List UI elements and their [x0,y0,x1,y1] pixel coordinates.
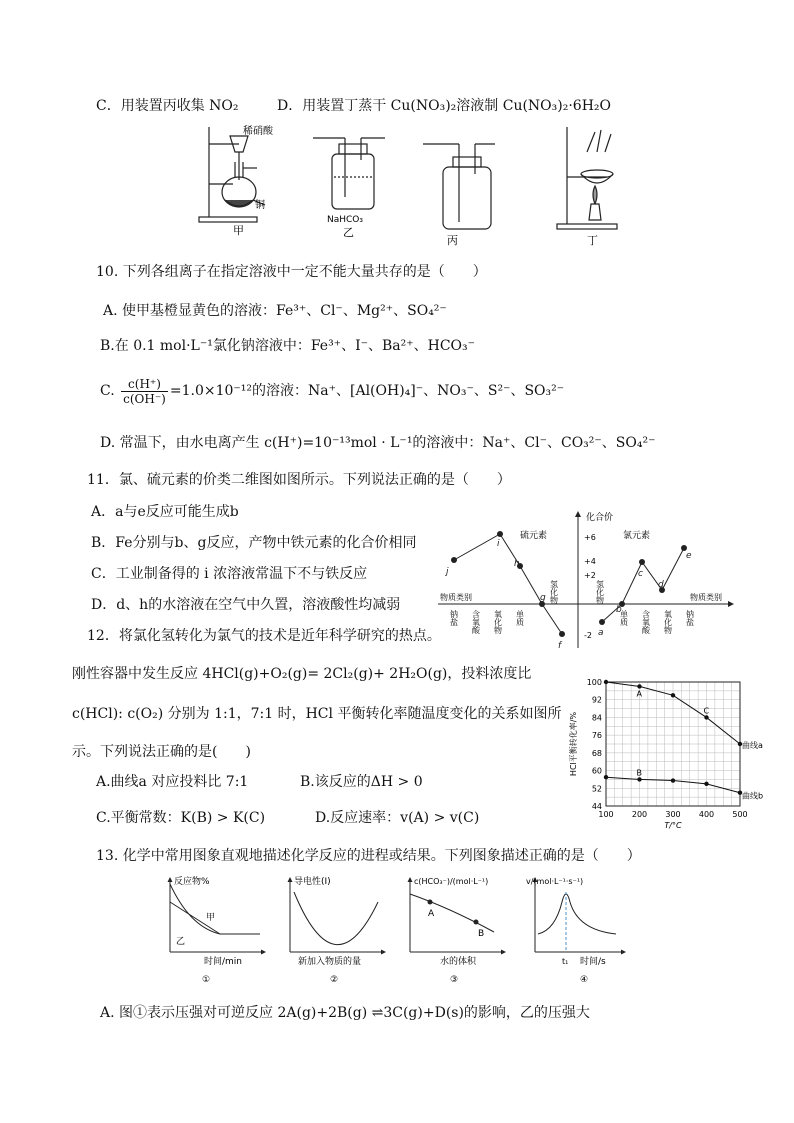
y-axis-label: HCl平衡转化率/% [569,711,578,777]
series-1-point [671,778,675,782]
series-0-point [671,693,675,697]
g4-num: ④ [580,975,589,985]
g3-xlabel: 水的体积 [440,957,477,967]
apparatus-yi [313,138,385,209]
series-0-point [604,680,608,684]
series-0-point [704,715,708,719]
q10-option-a: A. 使甲基橙显黄色的溶液：Fe³⁺、Cl⁻、Mg²⁺、SO₄²⁻ [103,303,447,319]
ylabel: 化合价 [586,513,614,523]
svg-text:i: i [497,539,500,549]
q13-stem: 13. 化学中常用图象直观地描述化学反应的进程或结果。下列图象描述正确的是（ ） [96,848,641,864]
g3-num: ③ [450,975,459,985]
chlorine-label: 氯元素 [623,531,651,541]
q9-option-d: D．用装置丁蒸干 Cu(NO₃)₂溶液制 Cu(NO₃)₂·6H₂O [277,98,611,114]
q12-line4: 示。下列说法正确的是( ) [72,744,251,760]
x-tick-label: 500 [732,810,748,819]
q11-stem: 11．氯、硫元素的价类二维图如图所示。下列说法正确的是（ ） [87,472,511,488]
x-tick-label: 400 [698,810,715,819]
label-acid: 稀硝酸 [243,126,273,137]
q10-option-c [100,373,564,409]
g1-xlabel: 时间/min [204,957,243,967]
graph-3 [410,878,505,952]
point-label-B: B [636,768,642,778]
series-label-1: 曲线b [742,791,764,801]
q11-option-c: C．工业制备得的 i 浓溶液常温下不与铁反应 [91,566,368,582]
q10-option-d: D. 常温下，由水电离产生 c(H⁺)=10⁻¹³mol · L⁻¹的溶液中：Na⁺、Cl⁻、CO₃²⁻、SO₄²⁻ [100,435,656,451]
hydride-left-label [550,579,559,605]
q11-option-b: B．Fe分别与b、g反应，产物中铁元素的化合价相同 [91,535,417,551]
cat-right-0: 单质 [619,610,629,626]
cat-left-1: 含氧酸 [471,610,481,634]
q9-option-c: C．用装置丙收集 NO₂ [96,98,239,114]
point-a [599,619,605,625]
point-label-C: C [703,706,710,716]
g1-yi: 乙 [176,937,186,947]
svg-text:氢化物: 氢化物 [549,580,559,604]
q10-option-c-prefix: C. [100,383,115,399]
q12-option-d: D.反应速率：v(A) > v(C) [315,810,480,826]
svg-text:f: f [558,641,562,651]
point-i [497,531,503,537]
q11-valence-chart [438,508,738,653]
x-tick-label: 200 [631,810,648,819]
q9-apparatus-figure [195,122,645,247]
series-1-point [604,775,608,779]
g3-point-b [474,920,479,925]
q10-option-c-denominator: c(OH⁻) [123,391,166,406]
label-bing: 丙 [447,234,458,247]
point-f [559,631,565,637]
svg-text:b: b [616,605,622,615]
svg-text:g: g [540,593,546,603]
x-axis-label: T/°C [664,821,682,830]
cat-left-2: 氧化物 [493,610,503,634]
q12-line1: 12．将氯化氢转化为氯气的技术是近年科学研究的热点。 [87,628,441,644]
q10-option-b: B.在 0.1 mol·L⁻¹氯化钠溶液中：Fe³⁺、I⁻、Ba²⁺、HCO₃⁻ [100,338,476,354]
q12-option-c: C.平衡常数：K(B) > K(C) [96,810,266,826]
tick-m2: -2 [584,631,592,640]
y-tick-label: 84 [591,713,602,723]
g2-xlabel: 新加入物质的量 [298,957,362,967]
q12-line2: 刚性容器中发生反应 4HCl(g)+O₂(g)= 2Cl₂(g)+ 2H₂O(g)，投料浓度比 [72,666,532,682]
point-c [639,559,645,565]
g4-t1: t₁ [562,957,569,966]
g1-jia: 甲 [206,913,216,923]
cat-left-3: 单质 [515,610,525,626]
q13-graphs [160,872,630,990]
g3-ylabel: c(HCO₃⁻)/(mol·L⁻¹) [414,877,489,886]
g1-num: ① [202,975,211,985]
q10-option-c-numerator: c(H⁺) [121,377,168,392]
g3-b: B [478,929,485,939]
cat-left-0: 钠盐 [449,610,459,626]
tick-p6: +6 [584,533,596,542]
label-jia: 甲 [233,224,244,237]
series-1-point [704,782,708,786]
cat-right-3: 钠盐 [685,610,695,626]
q10-option-c-fraction [121,377,168,406]
apparatus-bing [423,144,495,229]
g3-a: A [428,909,435,919]
q12-option-b: B.该反应的ΔH > 0 [300,774,423,790]
q11-option-a: A．a与e反应可能生成b [91,504,239,520]
label-nahco3: NaHCO₃ [327,215,363,225]
series-0-point [637,684,641,688]
point-j [451,557,457,563]
svg-text:h: h [514,559,520,569]
q10-option-c-rest: =1.0×10⁻¹²的溶液：Na⁺、[Al(OH)₄]⁻、NO₃⁻、S²⁻、SO₃²⁻ [169,383,565,399]
label-copper: 铜 [255,200,265,211]
q12-line3: c(HCl): c(O₂) 分别为 1:1，7:1 时，HCl 平衡转化率随温度变化的关系如图所 [72,706,562,722]
xlabel-right: 物质类别 [690,593,722,602]
q11-option-d: D．d、h的水溶液在空气中久置，溶液酸性均减弱 [91,597,401,613]
graph-2 [290,878,385,952]
g2-ylabel: 导电性(I) [294,877,331,887]
x-tick-label: 300 [665,810,681,819]
tick-p2: +2 [584,571,596,580]
svg-text:氢化物: 氢化物 [595,580,605,604]
xlabel-left: 物质类别 [440,593,472,602]
svg-text:e: e [686,551,692,561]
svg-text:d: d [658,580,664,590]
q12-conversion-chart [562,674,794,836]
q10-stem: 10. 下列各组离子在指定溶液中一定不能大量共存的是（ ） [96,264,487,280]
g3-point-a [428,900,433,905]
svg-text:c: c [638,569,643,579]
svg-text:j: j [446,567,449,577]
g4-xlabel: 时间/s [580,957,606,967]
g4-ylabel: v/(mol·L⁻¹·s⁻¹) [526,877,584,886]
y-tick-label: 44 [591,802,602,811]
graph-4 [535,878,625,952]
label-ding: 丁 [587,234,598,247]
series-1-point [637,777,641,781]
cat-right-1: 含氧酸 [641,610,651,634]
q12-option-a: A.曲线a 对应投料比 7:1 [96,774,249,790]
y-tick-label: 92 [591,695,602,705]
apparatus-ding [557,127,617,229]
label-yi: 乙 [343,226,354,239]
hydride-right-label [596,579,605,605]
g2-num: ② [330,975,339,985]
y-tick-label: 76 [591,731,602,741]
y-tick-label: 52 [591,784,602,794]
series-label-0: 曲线a [742,741,763,750]
y-tick-label: 68 [591,748,602,758]
g1-ylabel: 反应物% [174,877,210,887]
tick-p4: +4 [584,557,596,566]
y-tick-label: 100 [586,678,602,687]
q13-option-a: A. 图①表示压强对可逆反应 2A(g)+2B(g) ⇌3C(g)+D(s)的影响，乙的压强大 [100,1005,590,1021]
sulfur-label: 硫元素 [520,531,548,541]
cat-right-2: 氧化物 [663,610,673,634]
point-label-A: A [636,689,642,699]
x-tick-label: 100 [598,810,614,819]
y-tick-label: 60 [591,766,602,776]
svg-text:a: a [598,628,604,638]
